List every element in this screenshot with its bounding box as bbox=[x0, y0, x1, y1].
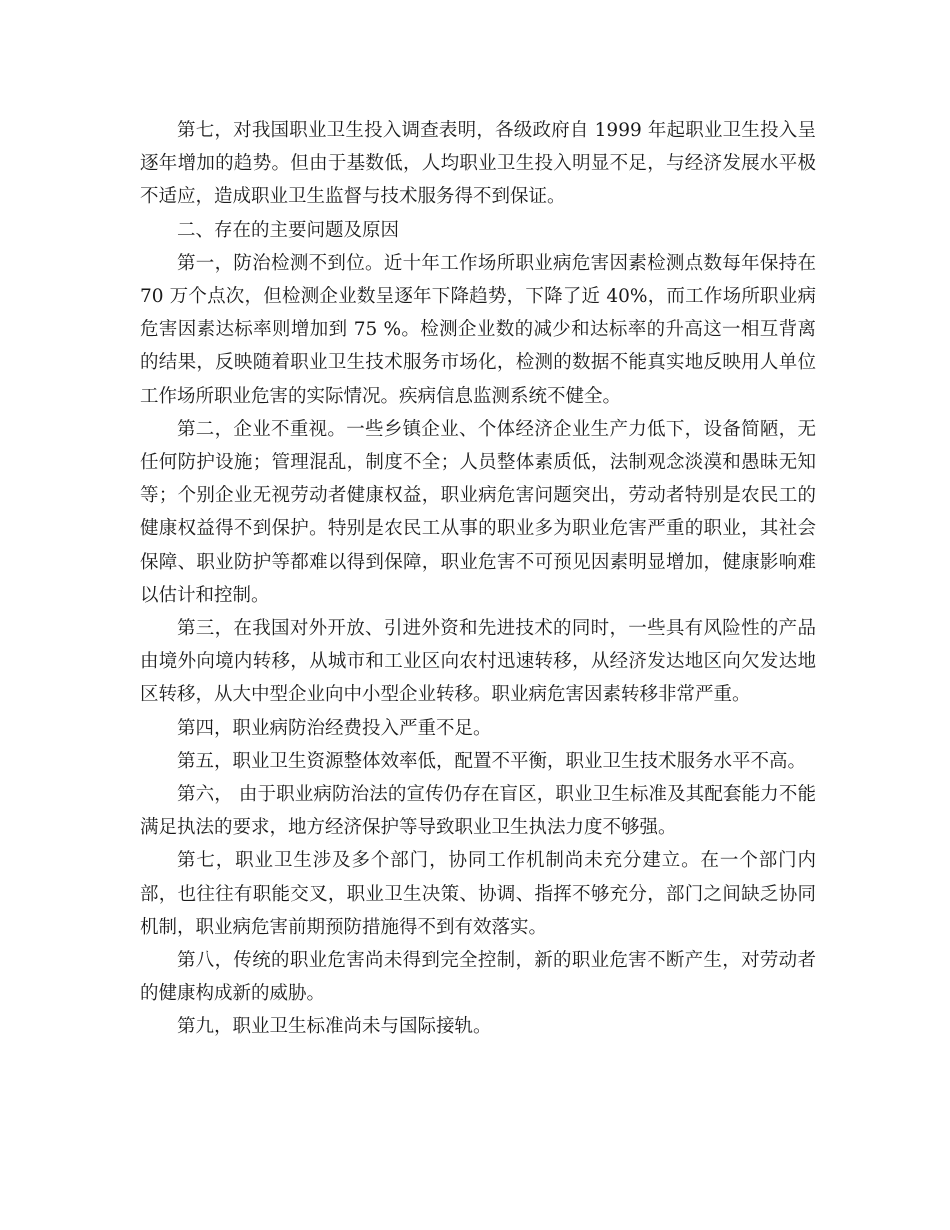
paragraph-seventh-departments: 第七，职业卫生涉及多个部门，协同工作机制尚未充分建立。在一个部门内部，也往往有职能交叉，职业卫生决策、协调、指挥不够充分，部门之间缺乏协同机制，职业病危害前期预防措施得不到有效落实。 bbox=[140, 850, 816, 938]
paragraph-second-enterprise: 第二，企业不重视。一些乡镇企业、个体经济企业生产力低下，设备简陋，无任何防护设施；管理混乱，制度不全；人员整体素质低，法制观念淡漠和愚昧无知等；个别企业无视劳动者健康权益，职业病危害问题突出，劳动者特别是农民工的健康权益得不到保护。特别是农民工从事的职业多为职业危害严重的职业，其社会保障、职业防护等都难以得到保障，职业危害不可预见因素明显增加，健康影响难以估计和控制。 bbox=[140, 418, 816, 606]
paragraph-ninth-standards: 第九，职业卫生标准尚未与国际接轨。 bbox=[177, 1016, 492, 1038]
section-heading-problems: 二、存在的主要问题及原因 bbox=[177, 219, 400, 241]
document-body bbox=[140, 114, 816, 1044]
paragraph-fourth-funding: 第四，职业病防治经费投入严重不足。 bbox=[177, 717, 492, 739]
paragraph-third-transfer: 第三，在我国对外开放、引进外资和先进技术的同时，一些具有风险性的产品由境外向境内转移，从城市和工业区向农村迅速转移，从经济发达地区向欠发达地区转移，从大中型企业向中小型企业转移。职业病危害因素转移非常严重。 bbox=[140, 618, 816, 706]
paragraph-sixth-law: 第六， 由于职业病防治法的宣传仍存在盲区，职业卫生标准及其配套能力不能满足执法的要求，地方经济保护等导致职业卫生执法力度不够强。 bbox=[140, 784, 816, 839]
paragraph-eighth-hazards: 第八，传统的职业危害尚未得到完全控制，新的职业危害不断产生，对劳动者的健康构成新的威胁。 bbox=[140, 950, 816, 1005]
paragraph-first-detection: 第一，防治检测不到位。近十年工作场所职业病危害因素检测点数每年保持在 70 万个点次，但检测企业数呈逐年下降趋势，下降了近 40%，而工作场所职业病危害因素达标率则增加到 75 %。检测企业数的减少和达标率的升高这一相互背离的结果，反映随着职业卫生技术服务市场化，检测的数据不能真实地反映用人单位工作场所职业危害的实际情况。疾病信息监测系统不健全。 bbox=[140, 252, 816, 407]
paragraph-fifth-resources: 第五，职业卫生资源整体效率低，配置不平衡，职业卫生技术服务水平不高。 bbox=[177, 750, 807, 772]
paragraph-seventh-investment: 第七，对我国职业卫生投入调查表明，各级政府自 1999 年起职业卫生投入呈逐年增加的趋势。但由于基数低，人均职业卫生投入明显不足，与经济发展水平极不适应，造成职业卫生监督与技术服务得不到保证。 bbox=[140, 120, 816, 208]
